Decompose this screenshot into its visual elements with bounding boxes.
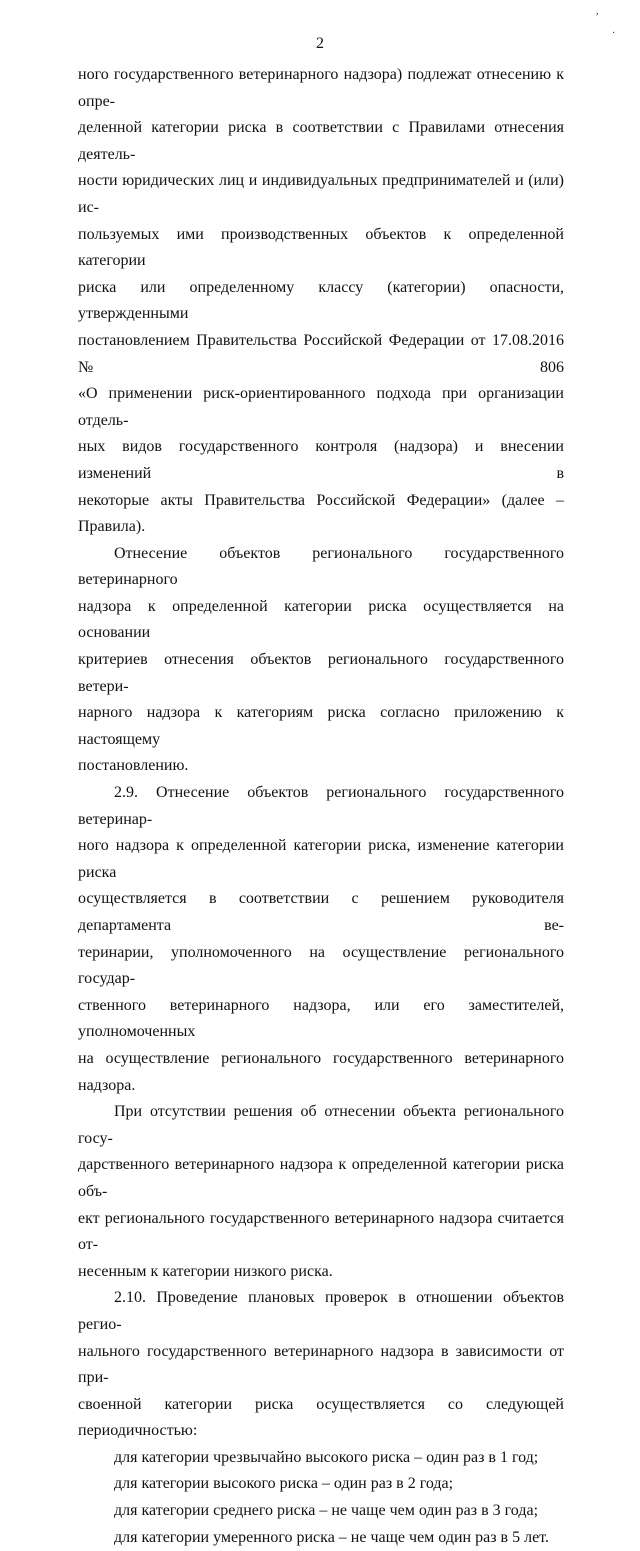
text-line: постановлением Правительства Российской Федерации от 17.08.2016 № 806 <box>78 331 564 376</box>
text-line: ных видов государственного контроля (надзора) и внесении изменений в <box>78 438 564 482</box>
text-line: Отнесение объектов регионального государственного ветеринарного <box>78 544 564 589</box>
text-line: теринарии, уполномоченного на осуществление регионального государ- <box>78 943 564 988</box>
text-line: ект регионального государственного ветеринарного надзора считается от- <box>78 1209 564 1254</box>
text-line: ности юридических лиц и индивидуальных предпринимателей и (или) ис- <box>78 172 564 216</box>
list-item: для категории умеренного риска – не чаще чем один раз в 5 лет. <box>114 1528 549 1546</box>
list-item: для категории среднего риска – не чаще чем один раз в 3 года; <box>114 1502 539 1520</box>
list-item: для категории высокого риска – один раз в 2 года; <box>114 1475 454 1493</box>
text-line: на осуществление регионального государственного ветеринарного надзора. <box>78 1049 564 1094</box>
text-line: ного надзора к определенной категории риска, изменение категории риска <box>78 837 564 881</box>
scan-mark: · <box>612 28 616 39</box>
text-line: нального государственного ветеринарного надзора в зависимости от при- <box>78 1342 564 1387</box>
text-line: некоторые акты Правительства Российской Федерации» (далее – Правила). <box>78 491 564 536</box>
text-line: критериев отнесения объектов регионального государственного ветери- <box>78 651 564 695</box>
scan-mark: , <box>596 6 599 17</box>
list-item: для категории чрезвычайно высокого риска – один раз в 1 год; <box>114 1448 539 1466</box>
text-line: постановлению. <box>78 757 189 775</box>
text-line: риска или определенному классу (категории) опасности, утвержденными <box>78 278 564 323</box>
text-line: 2.10. Проведение плановых проверок в отношении объектов регио- <box>78 1289 564 1333</box>
text-line: При отсутствии решения об отнесении объекта регионального госу- <box>78 1103 564 1147</box>
text-line: ного государственного ветеринарного надзора) подлежат отнесению к опре- <box>78 66 564 110</box>
text-line: ственного ветеринарного надзора, или его заместителей, уполномоченных <box>78 996 564 1041</box>
text-line: надзора к определенной категории риска осуществляется на основании <box>78 597 564 642</box>
text-line: своенной категории риска осуществляется со следующей периодичностью: <box>78 1395 564 1440</box>
text-line: деленной категории риска в соответствии с Правилами отнесения деятель- <box>78 119 564 163</box>
text-line: 2.9. Отнесение объектов регионального государственного ветеринар- <box>78 784 564 828</box>
text-line: «О применении риск-ориентированного подхода при организации отдель- <box>78 385 564 429</box>
text-line: дарственного ветеринарного надзора к определенной категории риска объ- <box>78 1156 564 1200</box>
page-number: 2 <box>316 35 324 52</box>
text-line: осуществляется в соответствии с решением руководителя департамента ве- <box>78 890 564 934</box>
text-line: нарного надзора к категориям риска согласно приложению к настоящему <box>78 704 564 748</box>
text-line: пользуемых ими производственных объектов к определенной категории <box>78 225 564 270</box>
text-line: несенным к категории низкого риска. <box>78 1262 333 1280</box>
document-body <box>78 62 564 1551</box>
